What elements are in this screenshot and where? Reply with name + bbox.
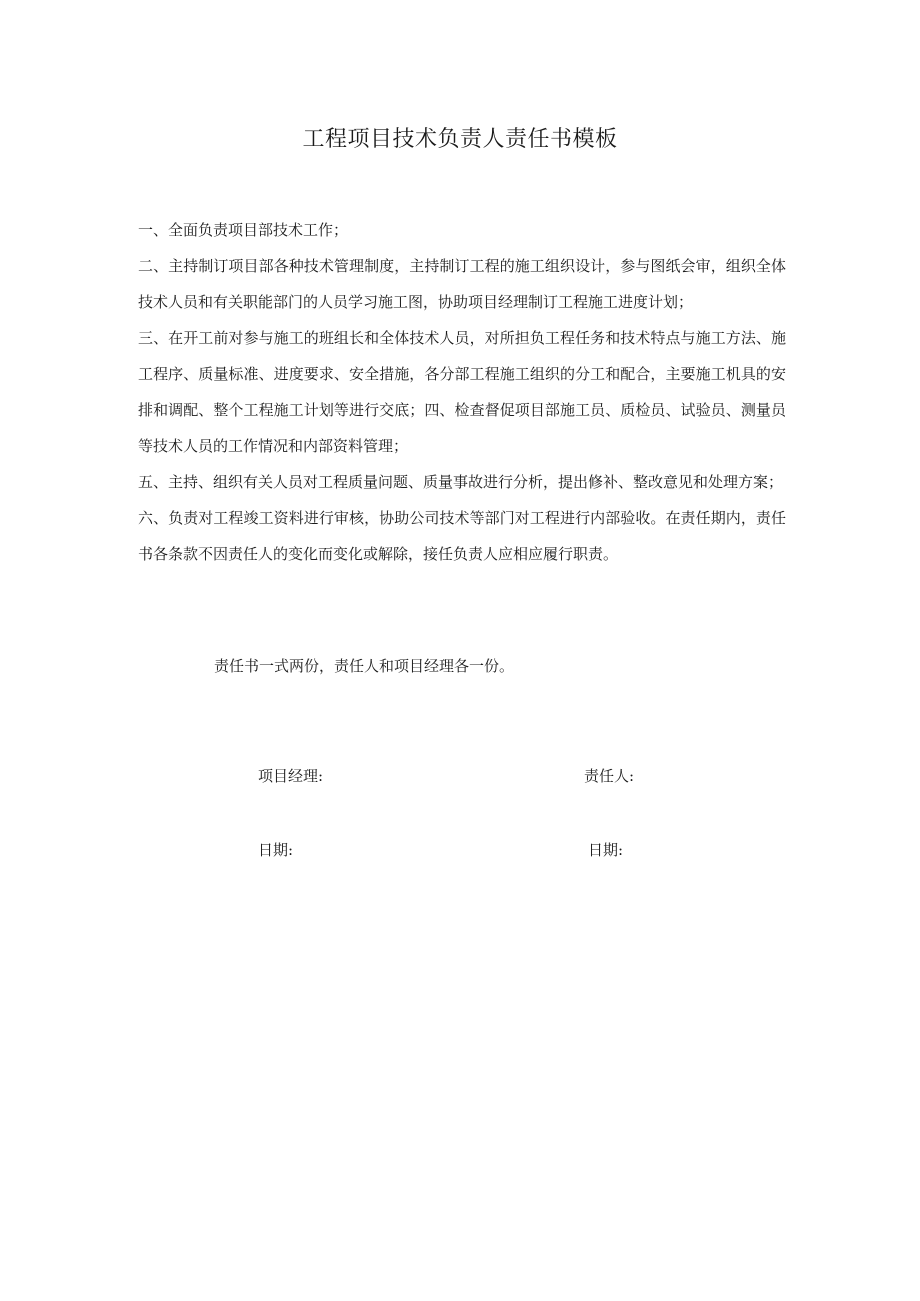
- responsible-person-signature-label: 责任人:: [584, 767, 635, 785]
- document-title: 工程项目技术负责人责任书模板: [302, 127, 618, 152]
- document-body: [138, 212, 786, 572]
- project-manager-signature-label: 项目经理:: [258, 767, 324, 785]
- project-manager-date-label: 日期:: [258, 841, 294, 859]
- responsible-person-date-label: 日期:: [588, 841, 624, 859]
- closing-note: 责任书一式两份，责任人和项目经理各一份。: [214, 657, 515, 675]
- clause-2: 二、主持制订项目部各种技术管理制度，主持制订工程的施工组织设计，参与图纸会审，组织全体技术人员和有关职能部门的人员学习施工图，协助项目经理制订工程施工进度计划；: [138, 257, 786, 311]
- clause-3: 三、在开工前对参与施工的班组长和全体技术人员，对所担负工程任务和技术特点与施工方法、施工程序、质量标准、进度要求、安全措施，各分部工程施工组织的分工和配合，主要施工机具的安排和调配、整个工程施工计划等进行交底；四、检查督促项目部施工员、质检员、试验员、测量员等技术人员的工作情况和内部资料管理；: [138, 329, 786, 455]
- clause-5: 五、主持、组织有关人员对工程质量问题、质量事故进行分析，提出修补、整改意见和处理方案；: [138, 473, 784, 491]
- clause-6: 六、负责对工程竣工资料进行审核，协助公司技术等部门对工程进行内部验收。在责任期内，责任书各条款不因责任人的变化而变化或解除，接任负责人应相应履行职责。: [138, 509, 786, 563]
- clause-1: 一、全面负责项目部技术工作；: [138, 221, 349, 239]
